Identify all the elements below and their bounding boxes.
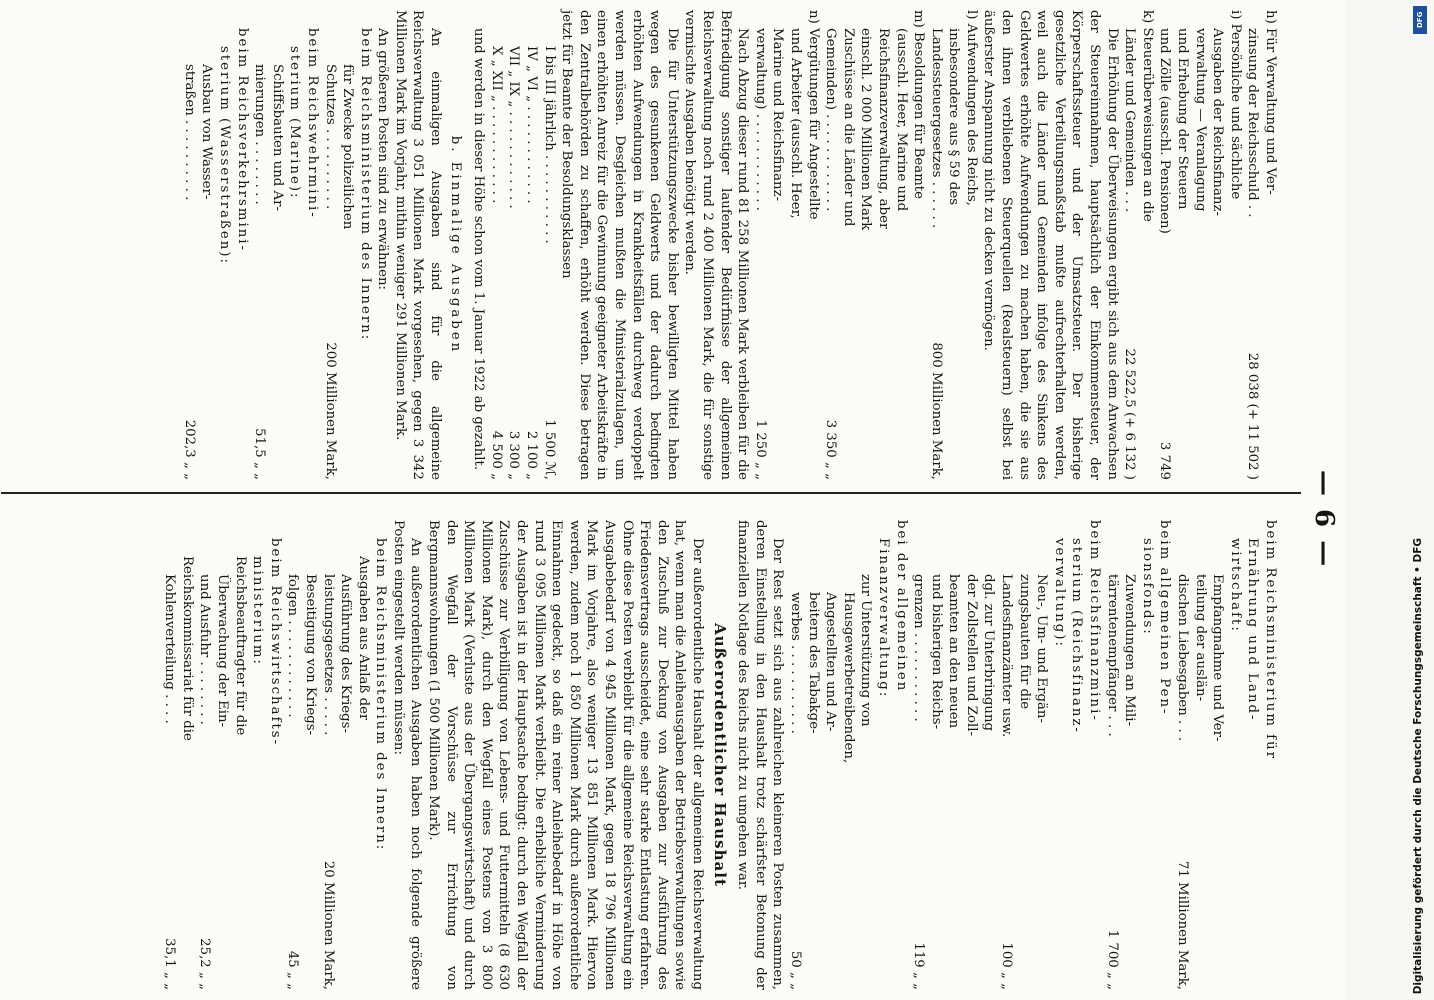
budget-line [786, 520, 804, 990]
budget-line [1085, 520, 1103, 990]
line-label: i) Persönliche und sächliche [1227, 10, 1243, 200]
line-label: Reichsfinanzverwaltung, aber [875, 28, 891, 230]
line-amount: 20 Millionen Mark, [320, 860, 336, 990]
budget-line [180, 10, 198, 480]
line-label: und Erhebung der Steuern [1175, 28, 1191, 210]
line-amount: 2 100 „ [524, 430, 540, 480]
line-label: sionsfonds: [1139, 538, 1155, 636]
budget-line [303, 10, 321, 480]
line-label: sterium (Reichsfinanz- [1069, 538, 1085, 734]
line-label: An größeren Posten sind zu erwähnen: [375, 28, 391, 291]
column-divider [1, 486, 1301, 500]
budget-line [1138, 520, 1156, 990]
line-label: Ausbau von Wasser- [199, 64, 215, 200]
budget-line [910, 520, 928, 990]
line-amount: 50 „ „ [787, 950, 803, 990]
paragraph: An einmaligen Ausgaben sind für die allgemeine Reichsverwaltung 3 051 Millionen Mark vorgesehen, gegen 3 342 Millionen Mark im Vorjahr, mithin weniger 291 Millionen Mark. [392, 10, 444, 480]
line-label: Finanzverwaltung: [875, 538, 891, 699]
budget-line [998, 520, 1016, 990]
line-label: Angestellten und Ar- [823, 592, 839, 732]
digitization-credit: Digitalisierung gefördert durch die Deutsche Forschungsgemeinschaft • DFG [1412, 537, 1424, 994]
budget-line [1226, 10, 1244, 480]
budget-line [284, 520, 302, 990]
budget-line [161, 520, 179, 990]
line-label: Zuwendungen an Mili- [1122, 574, 1138, 727]
section-subheading: b. Einmalige Ausgaben [447, 135, 463, 355]
budget-line [945, 10, 963, 480]
line-label: IV „ VI „ . . . . . . . . . . . . [524, 46, 540, 204]
paragraph: Die Erhöhung der Überweisungen ergibt sich aus dem Anwachsen der Steuereinnahmen, hauptsächlich der Einkommensteuer, der Körperschaftssteuer und der Umsatzsteuer. Der bisherige gesetzliche Verteilungsmaßstab mußte aufrechterhalten werden, weil auch die Länder und Gemeinden infolge des Sinkens des Geldwertes erhöhte Aufwendungen zu machen haben, die sie aus den ihnen verbliebenen Steuerquellen (Realsteuern) selbst bei äußerster Anspannung nicht zu decken vermögen. [981, 10, 1120, 480]
line-amount: 800 Millionen Mark, [928, 342, 944, 480]
line-label: Ernährung und Land- [1245, 538, 1261, 722]
budget-line [1226, 520, 1244, 990]
line-label: k) Steuerüberweisungen an die [1139, 10, 1155, 222]
budget-line [1015, 520, 1033, 990]
line-amount: 200 Millionen Mark, [322, 342, 338, 480]
line-label: leistungsgesetzes . . . . . [320, 574, 336, 736]
line-label: dischen Liebesgaben . . . [1175, 574, 1191, 742]
line-amount: 1 250 „ „ [752, 419, 768, 480]
budget-line [487, 10, 505, 480]
line-label: Landesfinanzämter usw. [999, 574, 1015, 738]
budget-line [251, 10, 269, 480]
line-label: beim Reichsministerium des Innern: [357, 28, 373, 342]
budget-line [1033, 520, 1051, 990]
budget-line [286, 10, 304, 480]
line-label: und Ausfuhr . . . . . . . . [197, 574, 213, 725]
budget-line [874, 10, 892, 480]
budget-line [213, 520, 231, 990]
line-label: beim Reichsministerium des Innern: [373, 538, 389, 852]
budget-line [927, 520, 945, 990]
line-label: insbesondere aus § 59 des [946, 28, 962, 206]
line-amount: 3 350 „ „ [823, 419, 839, 480]
budget-line [268, 10, 286, 480]
line-label: beim Reichswirtschafts- [267, 538, 283, 747]
budget-line [892, 520, 910, 990]
line-amount: 100 „ „ [999, 942, 1015, 990]
budget-line [962, 10, 980, 480]
line-label: n) Vergütungen für Angestellte [805, 10, 821, 220]
line-label: werbes . . . . . . . . . . . [787, 592, 803, 734]
budget-line [1138, 10, 1156, 480]
budget-line [804, 10, 822, 480]
line-label: Ausgaben aus Anlaß der [355, 556, 371, 721]
line-label: beamten an den neuen [946, 574, 962, 729]
line-label: sterium (Marine): [287, 46, 303, 200]
line-label: m) Besoldungen für Beamte [911, 10, 927, 200]
line-amount: 1 700 „ „ [1104, 929, 1120, 990]
section-heading: Außerordentlicher Haushalt [710, 623, 729, 887]
line-label: beim allgemeinen Pen- [1157, 520, 1173, 716]
budget-line [321, 10, 339, 480]
line-label: beim Reichsverkehrsmini- [234, 28, 250, 253]
line-label: ministerium: [250, 556, 266, 666]
right-column [161, 520, 1279, 990]
budget-line [266, 520, 284, 990]
budget-line [857, 520, 875, 990]
paragraph: Nach Abzug dieser rund 81 258 Millionen Mark verbleiben für die Befriedigung sonstiger laufender Bedürfnisse der allgemeinen Reichsverwaltung noch rund 2 400 Millionen Mark, die für sonstige vermischte Ausgaben benötigt werden. [682, 10, 751, 480]
line-amount: 119 „ „ [911, 942, 927, 990]
budget-line [337, 520, 355, 990]
line-amount: 3 749 [1157, 441, 1173, 480]
line-label: verwaltung — Veranlagung [1192, 28, 1208, 212]
budget-line [356, 10, 374, 480]
budget-line [1103, 520, 1121, 990]
budget-line [1121, 520, 1139, 990]
paragraph: und werden in dieser Höhe schon vom 1. Januar 1922 ab gezahlt. [471, 28, 487, 471]
budget-line [1191, 520, 1209, 990]
budget-line [980, 520, 998, 990]
line-label: teilung der auslän- [1192, 574, 1208, 702]
budget-line [910, 10, 928, 480]
budget-line [1209, 520, 1227, 990]
budget-line [249, 520, 267, 990]
line-label: I bis III jährlich . . . . . . . . . . . [541, 46, 557, 244]
budget-line [540, 10, 558, 480]
paragraph: Die für Unterstützungszwecke bisher bewilligten Mittel haben wegen des gesunkenen Geldwerts und der dadurch bedingten erhöhten Aufwendungen in Krankheitsfällen durchweg verdoppelt werden müssen. Desgleichen mußten die Ministerialzulagen, um einen erhöhten Anreiz für die Gewinnung geeigneter Arbeitskräfte in den Zentralbehörden zu schaffen, erhöht werden. Diese betragen jetzt für Beamte der Besoldungsklassen [559, 10, 680, 480]
budget-line [1244, 520, 1262, 990]
line-label: bei der allgemeinen [893, 520, 909, 693]
budget-line [1068, 520, 1086, 990]
line-label: Neu-, Um- und Ergän- [1034, 574, 1050, 723]
budget-line [1173, 520, 1191, 990]
budget-line [178, 520, 196, 990]
budget-line [1209, 10, 1227, 480]
budget-line [505, 10, 523, 480]
line-label: Schutzes . . . . . . . . . . [322, 64, 338, 210]
line-label: X „ XII „ . . . . . . . . . . . . [488, 46, 504, 204]
line-label: zungsbauten für die [1016, 574, 1032, 710]
line-amount: 45 „ „ [285, 950, 301, 990]
paragraph: An außerordentlichen Ausgaben haben noch folgende größere Posten eingestellt werden müssen: [390, 520, 424, 990]
paragraph: Der Rest setzt sich aus zahlreichen kleineren Posten zusammen, deren Einstellung in den Haushalt trotz schärfster Betonung der finanziellen Notlage des Reichs nicht zu umgehen war. [735, 520, 786, 990]
line-label: und Arbeiter (ausschl. Heer, [787, 28, 803, 219]
paragraph: Der außerordentliche Haushalt der allgemeinen Reichsverwaltung hat, wenn man die Anleiheausgaben der Betriebsverwaltungen sowie den Zuschuß zur Deckung von Ausgaben zur Ausführung des Friedensvertrags ausscheidet, eine sehr starke Entlastung erfahren. Ohne diese Posten verbleibt für die allgemeine Reichsverwaltung ein Ausgabebedarf von 4 945 Millionen Mark, gegen 18 796 Millionen Mark im Vorjahre, also weniger 13 851 Millionen Mark. Hiervon werden, zudem noch 1 850 Millionen Mark durch außerordentliche Einnahmen gedeckt, so daß ein reiner Anleihebedarf in Höhe von rund 3 095 Millionen Mark verbleibt. Die erhebliche Verminderung der Ausgaben ist in der Hauptsache bedingt: durch den Wegfall der Zuschüsse zur Verbilligung von Lebens- und Futtermitteln (8 630 Millionen Mark), durch den Wegfall eines Postens von 3 800 Millionen Mark (Verluste aus der Übergangswirtschaft) und durch den Wegfall der Vorschüsse zur Errichtung von Bergmannswohnungen (1 500 Millionen Mark). [426, 520, 705, 990]
budget-line [198, 10, 216, 480]
line-label: Beseitigung von Kriegs- [302, 574, 318, 736]
line-label: Zuschüsse an die Länder und [840, 28, 856, 227]
budget-line [215, 10, 233, 480]
line-label: Reichskommissariat für die [179, 556, 195, 741]
budget-line [196, 520, 214, 990]
budget-line [962, 520, 980, 990]
line-label: grenzen . . . . . . . . . . . [911, 574, 927, 722]
line-amount: 51,5 „ „ [252, 428, 268, 480]
budget-line [822, 520, 840, 990]
line-label: Hausgewerbetreibenden, [840, 592, 856, 764]
line-label: straßen . . . . . . . . . . [181, 64, 197, 201]
line-label: beim Reichsministerium für [1263, 520, 1278, 761]
budget-line [751, 10, 769, 480]
budget-line [1191, 10, 1209, 480]
budget-line [354, 520, 372, 990]
line-label: und bisherigen Reichs- [928, 574, 944, 730]
line-label: verwaltung): [1051, 538, 1067, 648]
budget-line [804, 520, 822, 990]
left-column [180, 10, 1279, 480]
budget-line [822, 10, 840, 480]
dfg-credit-strip [1408, 6, 1432, 994]
budget-line [233, 10, 251, 480]
line-amount: 71 Millionen Mark, [1175, 860, 1191, 990]
budget-line [839, 520, 857, 990]
budget-line [839, 10, 857, 480]
line-amount: 1 500 ℳ, [541, 419, 557, 480]
line-label: für Zwecke polizeilichen [340, 64, 356, 230]
line-amount: 3 300 „ [506, 430, 522, 480]
budget-line [372, 520, 390, 990]
line-label: Ausführung des Kriegs- [338, 574, 354, 733]
line-label: Empfangnahme und Ver- [1210, 574, 1226, 742]
line-label: Ausgaben der Reichsfinanz- [1210, 28, 1226, 216]
line-label: verwaltung) . . . . . . . . . . . . [752, 28, 768, 211]
line-label: zinsung der Reichsschuld . . [1245, 28, 1261, 218]
budget-line [339, 10, 357, 480]
line-label: (ausschl. Heer, Marine und [893, 28, 909, 212]
line-label: dgl. zur Unterbringung [981, 574, 997, 732]
budget-line [769, 10, 787, 480]
line-label: zur Unterstützung von [858, 574, 874, 727]
budget-line [1156, 10, 1174, 480]
line-amount: 202,3 „ „ [181, 419, 197, 480]
line-label: Reichsbeauftragter für die [232, 556, 248, 736]
line-label: folgen . . . . . . . . . . . . [285, 574, 301, 718]
line-label: sterium (Wasserstraßen): [216, 46, 232, 265]
budget-line [231, 520, 249, 990]
line-label: der Zollstellen und Zoll- [963, 574, 979, 737]
budget-line [1156, 520, 1174, 990]
budget-line [1261, 10, 1279, 480]
line-label: Überwachung der Ein- [214, 574, 230, 728]
line-label: beim Reichswehrmini- [304, 28, 320, 219]
line-label: Kohlenverteilung . . . . [162, 574, 178, 724]
line-label: VII „ IX „ . . . . . . . . . . . . [506, 46, 522, 209]
budget-line [1050, 520, 1068, 990]
budget-line [927, 10, 945, 480]
line-amount: 28 038 (+ 11 502 ) [1245, 352, 1261, 480]
budget-line [522, 10, 540, 480]
line-label: beim Reichsfinanzmini- [1087, 520, 1103, 722]
budget-line [1244, 10, 1262, 480]
budget-line [857, 10, 875, 480]
line-label: l) Aufwendungen des Reichs, [963, 10, 979, 207]
line-label: Gemeinden) . . . . . . . . . . . . [823, 28, 839, 212]
budget-line [301, 520, 319, 990]
line-label: beitern des Tabakge- [805, 592, 821, 734]
line-amount: 25,2 „ „ [197, 938, 213, 990]
line-label: wirtschaft: [1227, 538, 1243, 633]
budget-line [874, 520, 892, 990]
budget-line [892, 10, 910, 480]
page-number: — 6 — [1309, 470, 1339, 569]
budget-line [319, 520, 337, 990]
line-label: und Zölle (ausschl. Pensionen) [1157, 28, 1173, 234]
dfg-logo: DFG [1413, 6, 1427, 34]
line-label: Schiffsbauten und Ar- [269, 64, 285, 211]
line-amount: 4 500 „ [488, 430, 504, 480]
budget-line [374, 10, 392, 480]
line-amount: 22 522,5 (+ 6 132 ) [1122, 348, 1138, 480]
budget-line [945, 520, 963, 990]
line-label: h) Für Verwaltung und Ver- [1263, 10, 1278, 195]
line-label: tärrentenempfänger . . . [1104, 574, 1120, 737]
line-label: Landessteuergesetzes . . . . . . [928, 28, 944, 229]
line-label: mierungen . . . . . . . . [252, 64, 268, 205]
line-amount: 35,1 „ „ [162, 938, 178, 990]
line-label: Länder und Gemeinden . . . [1122, 28, 1138, 213]
line-label: Marine und Reichsfinanz- [770, 28, 786, 202]
budget-line [1173, 10, 1191, 480]
budget-line [1261, 520, 1279, 990]
budget-line [786, 10, 804, 480]
budget-line [1121, 10, 1139, 480]
line-label: einschl. 2 000 Millionen Mark [858, 28, 874, 231]
